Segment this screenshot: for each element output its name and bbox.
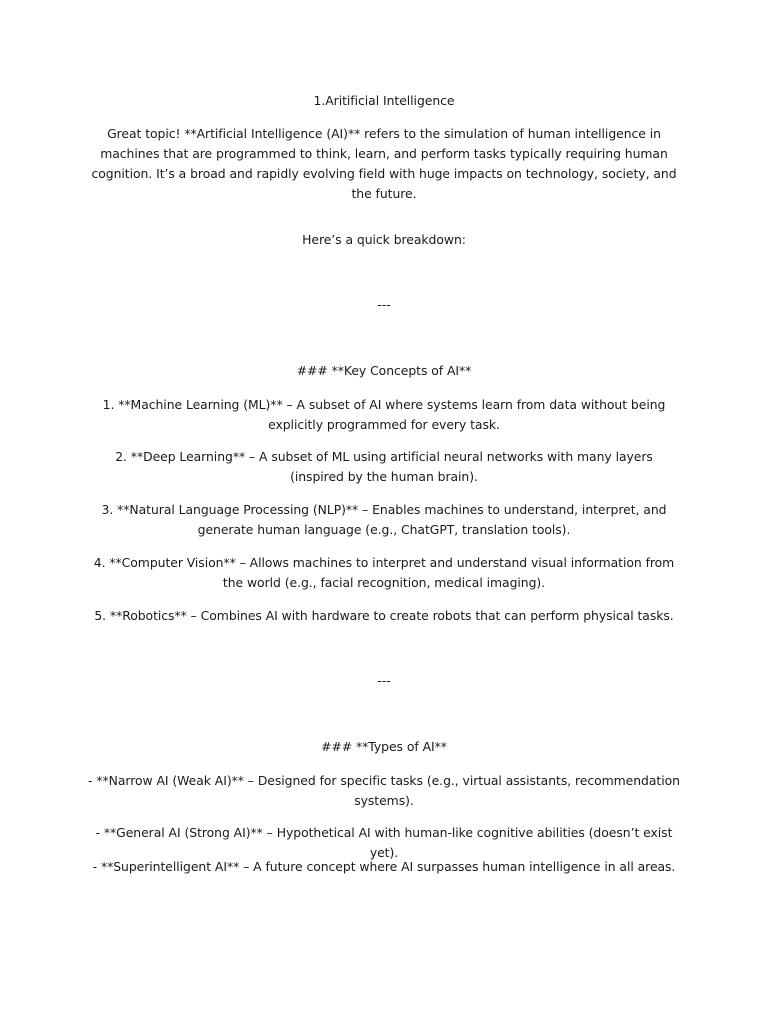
key-concept-item: 3. **Natural Language Processing (NLP)** – Enables machines to understand, interpret, and generate human language (e.g., ChatGPT, translation tools).: [101, 502, 667, 537]
document-title: 1.Aritificial Intelligence: [313, 93, 455, 108]
type-item: - **Superintelligent AI** – A future concept where AI surpasses human intelligence in all areas.: [92, 859, 676, 874]
key-concept-item: 5. **Robotics** – Combines AI with hardware to create robots that can perform physical tasks.: [94, 608, 674, 623]
key-concept-item: 2. **Deep Learning** – A subset of ML using artificial neural networks with many layers (inspired by the human brain).: [115, 449, 653, 484]
key-concept-item: 4. **Computer Vision** – Allows machines to interpret and understand visual information from the world (e.g., facial recognition, medical imaging).: [93, 555, 675, 590]
types-heading: ### **Types of AI**: [321, 739, 447, 754]
type-item: - **Narrow AI (Weak AI)** – Designed for specific tasks (e.g., virtual assistants, recommendation systems).: [88, 773, 680, 808]
key-concepts-heading: ### **Key Concepts of AI**: [296, 363, 472, 378]
breakdown-line: Here’s a quick breakdown:: [302, 232, 466, 247]
separator: ---: [377, 673, 391, 688]
key-concept-item: 1. **Machine Learning (ML)** – A subset of AI where systems learn from data without being explicitly programmed for every task.: [102, 397, 666, 432]
separator: ---: [377, 297, 391, 312]
intro-paragraph: Great topic! **Artificial Intelligence (AI)** refers to the simulation of human intelligence in machines that are programmed to think, learn, and perform tasks typically requiring human cognition. It’s a broad and rapidly evolving field with huge impacts on technology, society, and the future.: [91, 126, 677, 201]
type-item: - **General AI (Strong AI)** – Hypothetical AI with human-like cognitive abilities (doesn’t exist yet).: [95, 825, 673, 860]
